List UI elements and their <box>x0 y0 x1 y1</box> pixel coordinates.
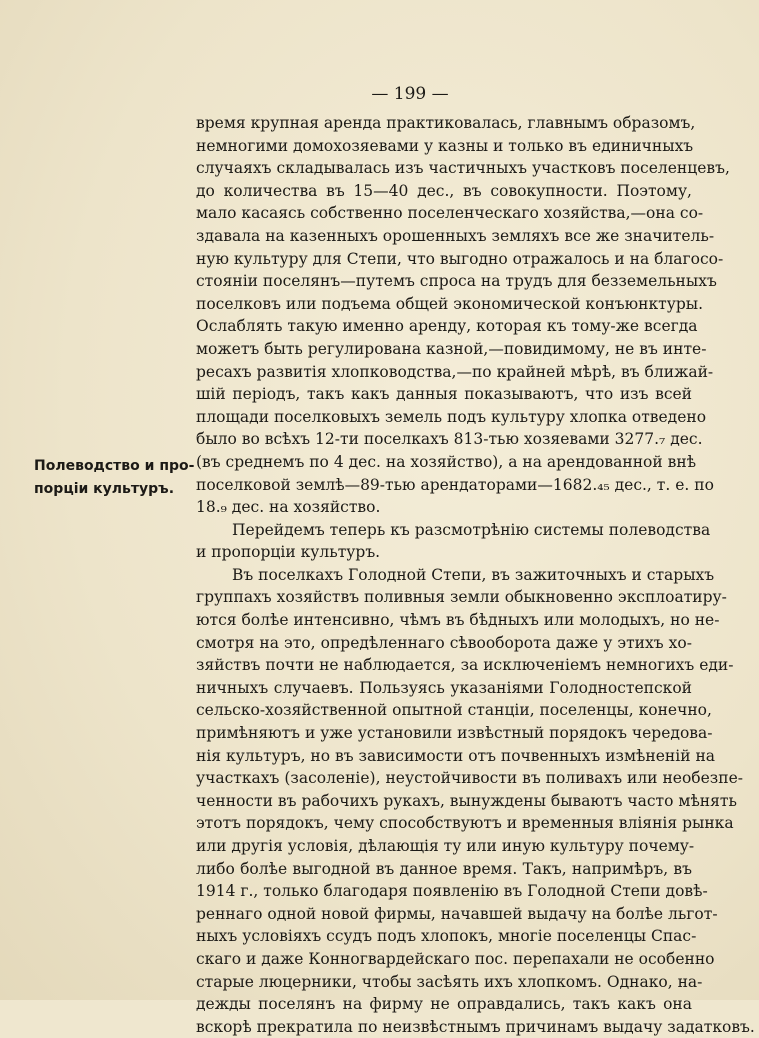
text-line: участкахъ (засоленіе), неустойчивости въ поливахъ или необезпе- <box>196 769 743 788</box>
text-line: 1914 г., только благодаря появленію въ Голодной Степи довѣ- <box>196 882 708 901</box>
text-line: площади поселковыхъ земель подъ культуру хлопка отведено <box>196 407 707 426</box>
text-line: ную культуру для Степи, что выгодно отражалось и на благосо- <box>196 249 724 268</box>
text-line: зяйствъ почти не наблюдается, за исключеніемъ немногихъ еди- <box>196 656 734 675</box>
text-line: или другія условія, дѣлающія ту или иную культуру почему- <box>196 837 695 855</box>
text-line: дежды поселянъ на фирму не оправдались, такъ какъ она <box>196 995 692 1014</box>
text-line: ничныхъ случаевъ. Пользуясь указаніями Голодностепской <box>196 678 692 697</box>
text-line: случаяхъ складывалась изъ частичныхъ участковъ поселенцевъ, <box>196 159 730 178</box>
text-line: примѣняютъ и уже установили извѣстный порядокъ чередова- <box>196 724 713 743</box>
text-line: Въ поселкахъ Голодной Степи, въ зажиточныхъ и старыхъ <box>232 565 715 584</box>
margin-note-line: порціи культуръ. <box>34 480 175 497</box>
text-line: мало касаясь собственно поселенческаго хозяйства,—она со- <box>196 204 704 223</box>
text-line: Ослаблять такую именно аренду, которая къ тому-же всегда <box>196 317 698 336</box>
text-line: можетъ быть регулирована казной,—повидимому, не въ инте- <box>196 339 707 358</box>
text-line: скаго и даже Конногвардейскаго пос. перепахали не особенно <box>196 949 715 968</box>
text-line: старые люцерники, чтобы засѣять ихъ хлопкомъ. Однако, на- <box>196 972 703 991</box>
text-line: группахъ хозяйствъ поливныя земли обыкновенно эксплоатиру- <box>196 588 727 607</box>
margin-note <box>34 455 194 500</box>
text-line: вскорѣ прекратила по неизвѣстнымъ причинамъ выдачу задатковъ. <box>196 1017 755 1036</box>
text-line: смотря на это, опредѣленнаго сѣвооборота даже у этихъ хо- <box>196 633 692 652</box>
text-line: поселковъ или подъема общей экономической конъюнктуры. <box>196 294 704 313</box>
text-line: Перейдемъ теперь къ разсмотрѣнію системы полеводства <box>232 520 711 539</box>
text-line: (въ среднемъ по 4 дес. на хозяйство), а на арендованной внѣ <box>196 452 697 471</box>
text-line: немногими домохозяевами у казны и только въ единичныхъ <box>196 136 694 155</box>
text-line: стояніи поселянъ—путемъ спроса на трудъ для безземельныхъ <box>196 272 717 291</box>
text-line: ченности въ рабочихъ рукахъ, вынуждены бываютъ часто мѣнять <box>196 791 737 810</box>
text-line: сельско-хозяйственной опытной станціи, поселенцы, конечно, <box>196 701 712 720</box>
text-line: до количества въ 15—40 дес., въ совокупности. Поэтому, <box>196 181 692 200</box>
text-line: было во всѣхъ 12-ти поселкахъ 813-тью хозяевами 3277.₇ дес. <box>196 430 703 449</box>
text-line: здавала на казенныхъ орошенныхъ земляхъ все же значитель- <box>196 226 715 245</box>
text-line: нія культуръ, но въ зависимости отъ почвенныхъ измѣненій на <box>196 746 716 765</box>
text-line: ются болѣе интенсивно, чѣмъ въ бѣдныхъ или молодыхъ, но не- <box>196 611 720 630</box>
text-line: ресахъ развитія хлопководства,—по крайней мѣрѣ, въ ближай- <box>196 362 714 381</box>
text-line: реннаго одной новой фирмы, начавшей выдачу на болѣе льгот- <box>196 904 718 923</box>
text-line: 18.₉ дес. на хозяйство. <box>196 498 381 517</box>
body-text <box>196 112 755 1038</box>
text-line: время крупная аренда практиковалась, главнымъ образомъ, <box>196 114 696 132</box>
text-line: шій періодъ, такъ какъ данныя показываютъ, что изъ всей <box>196 385 692 404</box>
text-line: и пропорціи культуръ. <box>196 543 381 562</box>
page-number: — 199 — <box>371 84 449 104</box>
text-line: либо болѣе выгодной въ данное время. Такъ, напримѣръ, въ <box>196 859 692 878</box>
margin-note-line: Полеводство и про- <box>34 458 195 474</box>
text-line: поселковой землѣ—89-тью арендаторами—1682.₄₅ дес., т. е. по <box>196 475 714 494</box>
text-line: ныхъ условіяхъ ссудъ подъ хлопокъ, многіе поселенцы Спас- <box>196 927 697 946</box>
text-line: этотъ порядокъ, чему способствуютъ и временныя вліянія рынка <box>196 814 734 833</box>
